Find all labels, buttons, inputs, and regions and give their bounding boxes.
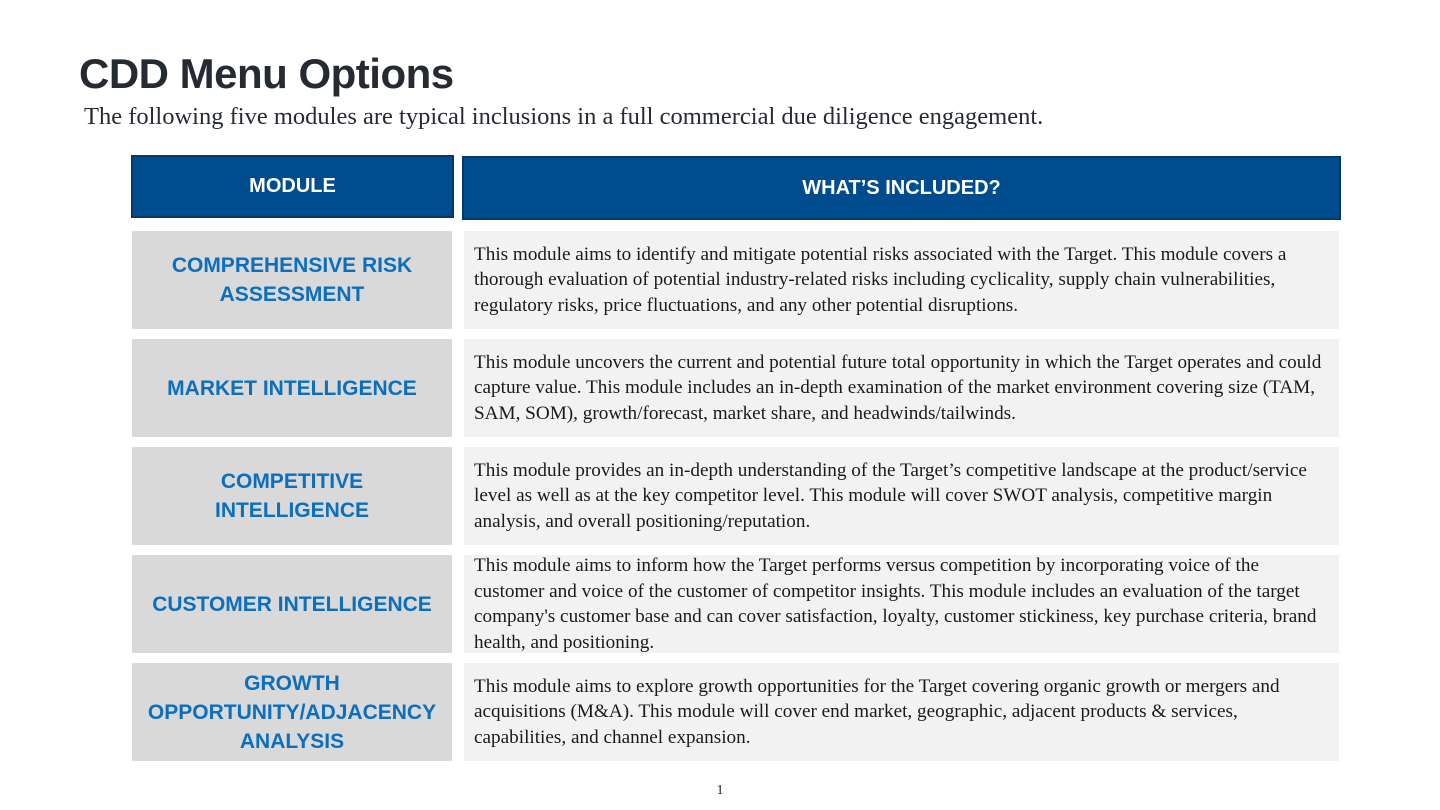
- table-row: [132, 663, 1340, 761]
- page-title: CDD Menu Options: [79, 50, 454, 97]
- table-row: [132, 231, 1340, 329]
- header-whats-included: WHAT’S INCLUDED?: [462, 156, 1341, 220]
- table-row: [132, 555, 1340, 653]
- module-name: MARKET INTELLIGENCE: [132, 339, 452, 437]
- module-description-cell: [464, 663, 1339, 761]
- module-name: GROWTH OPPORTUNITY/ADJACENCY ANALYSIS: [132, 663, 452, 761]
- module-description: This module uncovers the current and potential future total opportunity in which the Target operates and could capture value. This module includes an in-depth examination of the market environment covering size (TAM, SAM, SOM), growth/forecast, market share, and headwinds/tailwinds.: [474, 351, 1322, 424]
- page-number: 1: [716, 783, 724, 798]
- module-description: This module aims to identify and mitigate potential risks associated with the Target. This module covers a thorough evaluation of potential industry-related risks including cyclicality, supply chain vulnerabilities, regulatory risks, price fluctuations, and any other potential disruptions.: [474, 243, 1287, 316]
- module-name: CUSTOMER INTELLIGENCE: [132, 555, 452, 653]
- table-row: [132, 447, 1340, 545]
- module-description-cell: [464, 555, 1339, 653]
- module-name: COMPETITIVE INTELLIGENCE: [132, 447, 452, 545]
- module-description: This module provides an in-depth understanding of the Target’s competitive landscape at the product/service level as well as at the key competitor level. This module will cover SWOT analysis, competitive margin analysis, and overall positioning/reputation.: [474, 459, 1307, 532]
- module-description-cell: [464, 231, 1339, 329]
- table-row: [132, 339, 1340, 437]
- header-module: MODULE: [131, 155, 454, 218]
- page-subtitle: The following five modules are typical inclusions in a full commercial due diligence engagement.: [84, 103, 1044, 130]
- module-name: COMPREHENSIVE RISK ASSESSMENT: [132, 231, 452, 329]
- module-description-cell: [464, 447, 1339, 545]
- module-description-cell: [464, 339, 1339, 437]
- module-description: This module aims to inform how the Target performs versus competition by incorporating voice of the customer and voice of the customer of competitor insights. This module includes an evaluation of the target company's customer base and can cover satisfaction, loyalty, customer stickiness, key purchase criteria, brand health, and positioning.: [474, 555, 1317, 653]
- module-description: This module aims to explore growth opportunities for the Target covering organic growth or mergers and acquisitions (M&A). This module will cover end market, geographic, adjacent products & services, capabilities, and channel expansion.: [474, 675, 1280, 748]
